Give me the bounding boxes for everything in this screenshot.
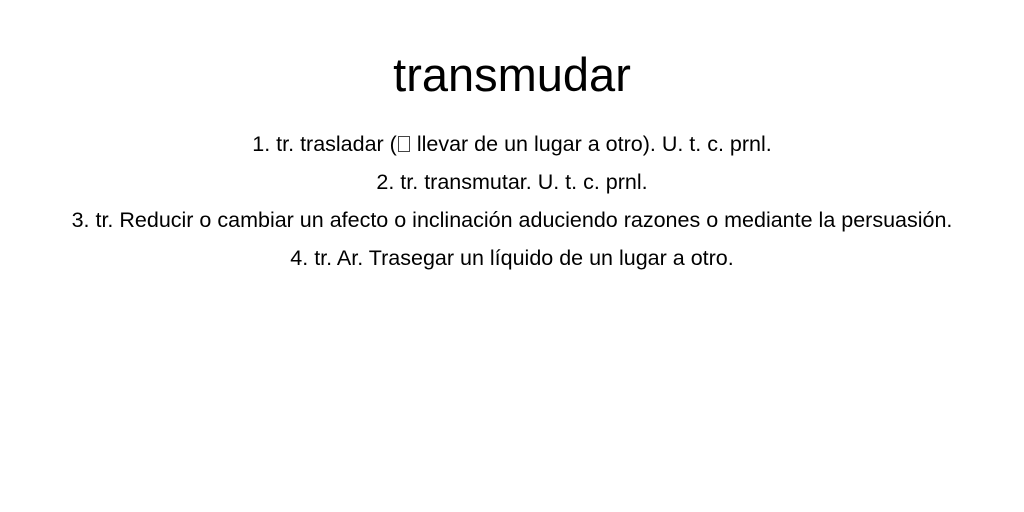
sense-number: 2.: [376, 170, 395, 194]
sense-4: [50, 242, 974, 275]
missing-glyph-icon: [398, 136, 410, 152]
sense-list: [50, 128, 974, 280]
headword: transmudar: [393, 48, 631, 101]
sense-text: tr. transmutar. U. t. c. prnl.: [400, 170, 648, 194]
sense-text-before: tr. trasladar (: [276, 132, 397, 156]
sense-3: [50, 204, 974, 237]
sense-number: 1.: [252, 132, 271, 156]
sense-number: 3.: [71, 208, 90, 232]
sense-text-after: llevar de un lugar a otro). U. t. c. prnl.: [410, 132, 772, 156]
sense-1: [50, 128, 974, 161]
sense-text: tr. Reducir o cambiar un afecto o inclinación aduciendo razones o mediante la persuasión.: [95, 208, 953, 232]
sense-2: [50, 166, 974, 199]
sense-number: 4.: [290, 246, 309, 270]
sense-text: tr. Ar. Trasegar un líquido de un lugar a otro.: [314, 246, 734, 270]
